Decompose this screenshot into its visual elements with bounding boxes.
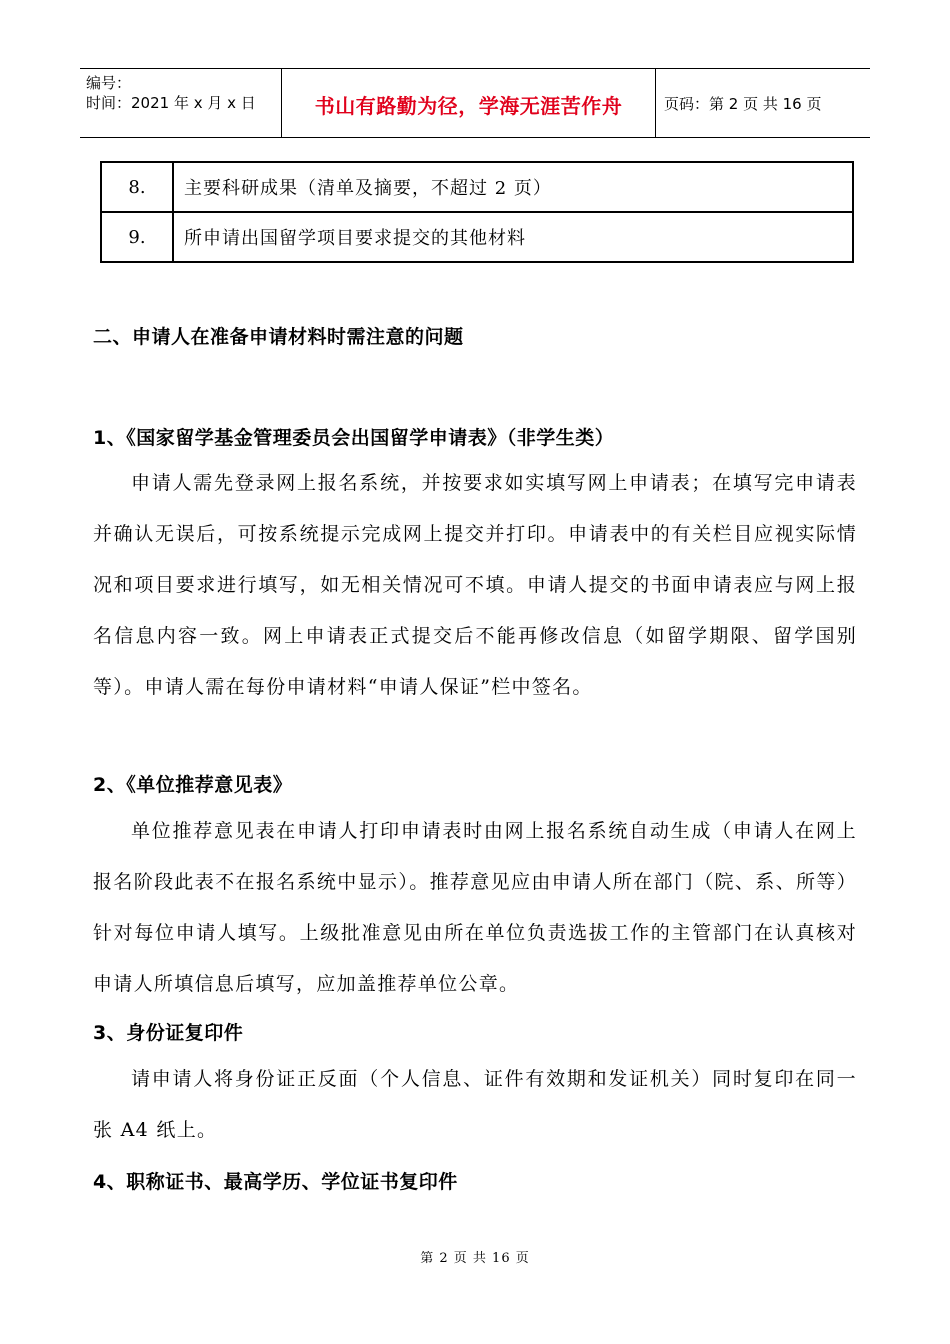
materials-table [100,161,854,263]
header-motto: 书山有路勤为径，学海无涯苦作舟 [314,94,623,118]
page-header [80,68,870,138]
item-body: 请申请人将身份证正反面（个人信息、证件有效期和发证机关）同时复印在同一张 A4 纸上。 [93,1068,857,1141]
table-row [101,162,853,212]
row-number: 8. [101,162,173,212]
row-text: 所申请出国留学项目要求提交的其他材料 [173,212,853,262]
item-heading: 2、《单位推荐意见表》 [93,774,293,796]
page-footer: 第 2 页 共 16 页 [420,1251,530,1266]
item-heading: 3、身份证复印件 [93,1022,244,1044]
row-text: 主要科研成果（清单及摘要，不超过 2 页） [173,162,853,212]
code-label: 编号： [86,74,132,92]
section-title: 二、申请人在准备申请材料时需注意的问题 [93,326,464,348]
item-body: 单位推荐意见表在申请人打印申请表时由网上报名系统自动生成（申请人在网上报名阶段此表不在报名系统中显示）。推荐意见应由申请人所在部门（院、系、所等）针对每位申请人填写。上级批准意见由所在单位负责选拔工作的主管部门在认真核对申请人所填信息后填写，应加盖推荐单位公章。 [93,820,857,995]
time-label: 时间：2021 年 x 月 x 日 [86,94,256,112]
item-heading: 4、职称证书、最高学历、学位证书复印件 [93,1171,458,1193]
page-number-label: 页码：第 2 页 共 16 页 [664,95,822,113]
item-heading: 1、《国家留学基金管理委员会出国留学申请表》（非学生类） [93,427,615,449]
row-number: 9. [101,212,173,262]
header-meta [86,73,256,113]
item-body: 申请人需先登录网上报名系统，并按要求如实填写网上申请表；在填写完申请表并确认无误后，可按系统提示完成网上提交并打印。申请表中的有关栏目应视实际情况和项目要求进行填写，如无相关情况可不填。申请人提交的书面申请表应与网上报名信息内容一致。网上申请表正式提交后不能再修改信息（如留学期限、留学国别等）。申请人需在每份申请材料“申请人保证”栏中签名。 [93,472,857,698]
header-divider [655,69,656,137]
table-row [101,212,853,262]
